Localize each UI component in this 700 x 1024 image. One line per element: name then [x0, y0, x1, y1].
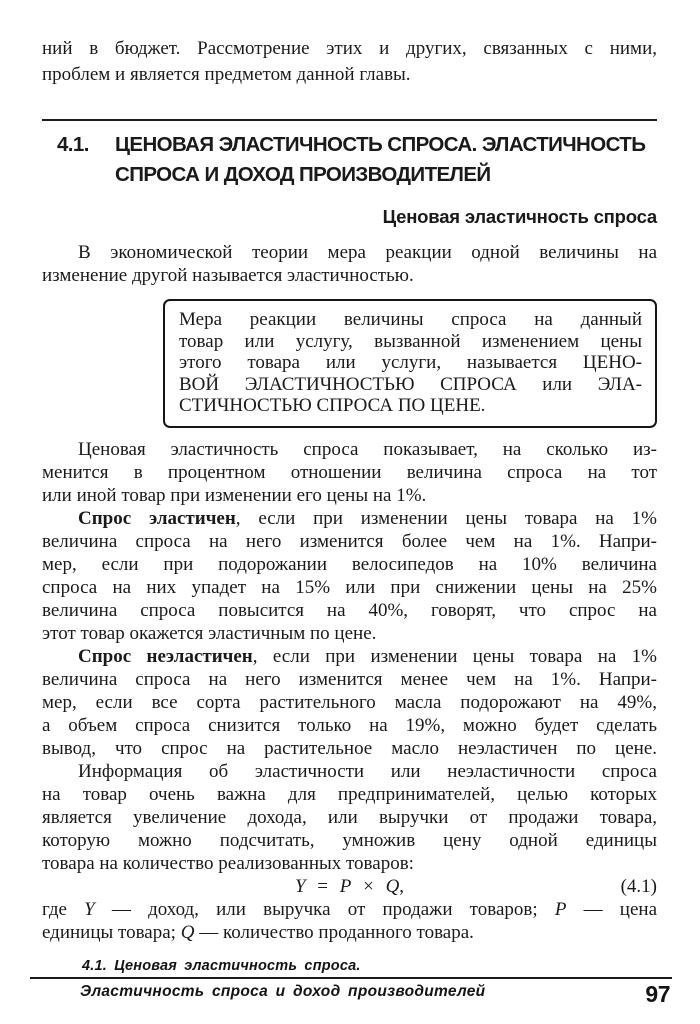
- text-line: проблем и является предметом данной главы.: [42, 64, 411, 85]
- text-line: товара на количество реализованных товаров:: [42, 852, 414, 874]
- formula: Y = P × Q,: [294, 875, 405, 897]
- text-line: В экономической теории мера реакции одной величины на: [78, 242, 657, 263]
- text-line: ний в бюджет. Рассмотрение этих и других, связанных с ними,: [42, 38, 657, 59]
- text-line: которую можно подсчитать, умножив цену одной единицы: [42, 829, 657, 851]
- paragraph-inelastic-demand: [42, 645, 657, 760]
- text-line: единицы товара; Q — количество проданного товара.: [42, 921, 474, 943]
- section-number: 4.1.: [57, 133, 89, 156]
- text-line: величина спроса повысится на 40%, говорят, что спрос на: [42, 599, 657, 621]
- footer-section-ref: 4.1. Ценовая эластичность спроса.: [82, 958, 361, 974]
- bold-lead: Спрос эластичен: [78, 507, 236, 529]
- section-title-line: ЦЕНОВАЯ ЭЛАСТИЧНОСТЬ СПРОСА. ЭЛАСТИЧНОСТЬ: [115, 133, 646, 156]
- continuation-paragraph: [42, 36, 657, 88]
- bold-lead: Спрос неэластичен: [78, 645, 253, 667]
- paragraph-formula-legend: [42, 898, 657, 944]
- paragraph-revenue-info: [42, 760, 657, 875]
- text-line: Спрос эластичен, если при изменении цены товара на 1%: [78, 507, 657, 529]
- text-line: этот товар окажется эластичным по цене.: [42, 622, 377, 644]
- equation-number: (4.1): [620, 875, 657, 897]
- text-line: мер, если при подорожании велосипедов на 10% величина: [42, 553, 657, 575]
- text-line: на товар очень важна для предпринимателей, целью которых: [42, 783, 657, 805]
- text-line: Ценовая эластичность спроса показывает, на сколько из-: [78, 438, 657, 460]
- text-line: спроса на них упадет на 15% или при снижении цены на 25%: [42, 576, 657, 598]
- var-y: Y: [84, 898, 95, 920]
- var-q: Q: [180, 921, 195, 943]
- text-line: вывод, что спрос на растительное масло неэластичен по цене.: [42, 737, 657, 759]
- text-line: Информация об эластичности или неэластичности спроса: [78, 760, 657, 782]
- subsection-title: Ценовая эластичность спроса: [382, 206, 657, 227]
- definition-line: товар или услугу, вызванной изменением цены: [179, 330, 642, 352]
- definition-box: [163, 299, 657, 428]
- page-footer: [30, 958, 672, 1006]
- definition-line: этого товара или услуги, называется ЦЕНО-: [179, 352, 642, 373]
- footer-row: [80, 983, 672, 1006]
- intro-paragraph: [42, 241, 657, 287]
- text-line: Спрос неэластичен, если при изменении цены товара на 1%: [78, 645, 657, 667]
- text-line: где Y — доход, или выручка от продажи товаров; P — цена: [42, 898, 657, 920]
- definition-line: ВОЙ ЭЛАСТИЧНОСТЬЮ СПРОСА или ЭЛА-: [179, 373, 642, 395]
- section-title-line: СПРОСА И ДОХОД ПРОИЗВОДИТЕЛЕЙ: [115, 163, 491, 186]
- text-line: величина спроса на него изменится менее чем на 1%. Напри-: [42, 668, 657, 690]
- text-line: изменение другой называется эластичностью.: [42, 265, 414, 286]
- section-title: [115, 130, 645, 190]
- definition-line: СТИЧНОСТЬЮ СПРОСА ПО ЦЕНЕ.: [179, 395, 486, 416]
- var-p: P: [554, 898, 567, 920]
- section-heading: [42, 130, 657, 190]
- formula-row: [42, 875, 657, 898]
- text-line: или иной товар при изменении его цены на 1%.: [42, 484, 427, 506]
- paragraph-elastic-demand: [42, 507, 657, 645]
- text-line: величина спроса на него изменится более чем на 1%. Напри-: [42, 530, 657, 552]
- text-line: мер, если все сорта растительного масла подорожают на 49%,: [42, 691, 657, 713]
- section-divider-line: [42, 119, 657, 121]
- text-line: менится в процентном отношении величина спроса на тот: [42, 461, 657, 483]
- text-line: а объем спроса снизится только на 19%, можно будет сделать: [42, 714, 657, 736]
- page-number: 97: [645, 981, 670, 1007]
- text-line: является увеличение дохода, или выручки от продажи товара,: [42, 806, 657, 828]
- footer-rule: [30, 977, 672, 979]
- paragraph-elasticity-shows: [42, 438, 657, 507]
- footer-chapter-title: Эластичность спроса и доход производителей: [80, 983, 486, 1000]
- definition-line: Мера реакции величины спроса на данный: [179, 309, 642, 330]
